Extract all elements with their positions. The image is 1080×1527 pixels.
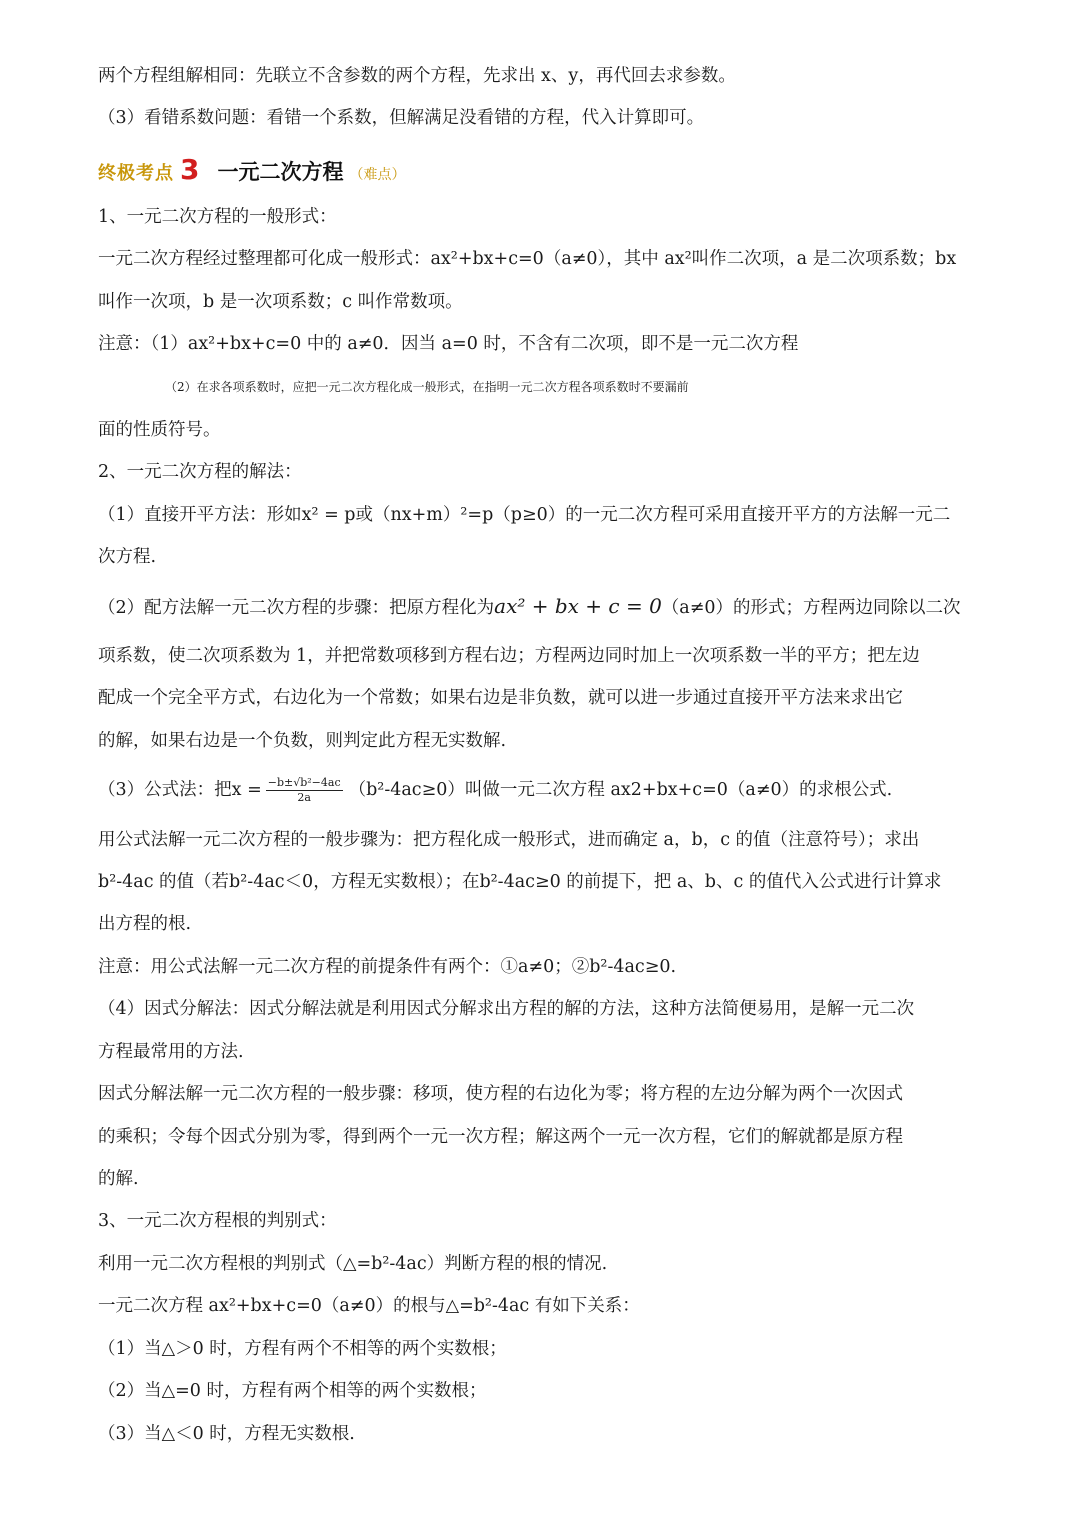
text-line: 3、一元二次方程根的判别式： (98, 1211, 337, 1231)
text-line: 2、一元二次方程的解法： (98, 462, 302, 482)
text-line: 因式分解法解一元二次方程的一般步骤：移项，使方程的右边化为零；将方程的左边分解为两个一次因式 (98, 1084, 903, 1104)
fraction-denominator: 2a (297, 791, 311, 804)
text-line: 两个方程组解相同：先联立不含参数的两个方程，先求出 x、y，再代回去求参数。 (98, 66, 736, 86)
heading-prefix: 终极考点 (98, 163, 174, 184)
text-line: （1）当△＞0 时，方程有两个不相等的两个实数根； (98, 1339, 507, 1359)
text-line: （3）看错系数问题：看错一个系数，但解满足没看错的方程，代入计算即可。 (98, 108, 705, 128)
text-line: 出方程的根. (98, 914, 192, 934)
math-equation: ax² + bx + c = 0 (494, 594, 662, 618)
heading-tag: （难点） (349, 167, 406, 183)
quadratic-formula-fraction (266, 776, 343, 805)
text-segment: （b²-4ac≥0）叫做一元二次方程 ax2+bx+c=0（a≠0）的求根公式. (348, 780, 893, 800)
text-line: 用公式法解一元二次方程的一般步骤为：把方程化成一般形式，进而确定 a，b，c 的值（注意符号）；求出 (98, 830, 920, 850)
text-line: 一元二次方程 ax²+bx+c=0（a≠0）的根与△=b²-4ac 有如下关系： (98, 1296, 640, 1316)
text-line: （4）因式分解法：因式分解法就是利用因式分解求出方程的解的方法，这种方法简便易用，是解一元二次 (98, 999, 915, 1019)
text-line: （1）直接开平方法：形如x² = p或（nx+m）²=p（p≥0）的一元二次方程可采用直接开平方的方法解一元二 (98, 505, 951, 525)
section-heading (98, 153, 405, 189)
text-segment: （2）配方法解一元二次方程的步骤：把原方程化为 (98, 598, 495, 618)
text-line: 次方程. (98, 547, 157, 567)
text-line: 的解，如果右边是一个负数，则判定此方程无实数解. (98, 731, 507, 751)
text-segment: （3）公式法：把x = (98, 780, 262, 800)
text-line: 一元二次方程经过整理都可化成一般形式：ax²+bx+c=0（a≠0），其中 ax²叫作二次项，a 是二次项系数；bx (98, 249, 957, 269)
fraction-numerator: −b±√b²−4ac (267, 776, 341, 789)
text-line: 注意：（1）ax²+bx+c=0 中的 a≠0．因当 a=0 时，不含有二次项，即不是一元二次方程 (98, 334, 799, 354)
text-line: 注意：用公式法解一元二次方程的前提条件有两个：①a≠0；②b²-4ac≥0. (98, 957, 677, 977)
text-line: 的乘积；令每个因式分别为零，得到两个一元一次方程；解这两个一元一次方程，它们的解就都是原方程 (98, 1127, 903, 1147)
text-segment: （a≠0）的形式；方程两边同除以二次 (661, 598, 961, 618)
text-line: 方程最常用的方法. (98, 1042, 244, 1062)
text-line: 项系数，使二次项系数为 1，并把常数项移到方程右边；方程两边同时加上一次项系数一半的平方；把左边 (98, 646, 920, 666)
text-line: 叫作一次项，b 是一次项系数；c 叫作常数项。 (98, 292, 463, 312)
text-line: 配成一个完全平方式，右边化为一个常数；如果右边是非负数，就可以进一步通过直接开平方法来求出它 (98, 688, 903, 708)
heading-title: 一元二次方程 (217, 160, 344, 184)
text-line (98, 776, 983, 805)
text-line: 面的性质符号。 (98, 420, 221, 440)
text-line: （2）当△=0 时，方程有两个相等的两个实数根； (98, 1381, 487, 1401)
text-line: （2）在求各项系数时，应把一元二次方程化成一般形式，在指明一元二次方程各项系数时不要漏前 (165, 380, 689, 394)
text-line: 利用一元二次方程根的判别式（△=b²-4ac）判断方程的根的情况. (98, 1254, 608, 1274)
text-line: 1、一元二次方程的一般形式： (98, 207, 337, 227)
text-line: （3）当△＜0 时，方程无实数根. (98, 1424, 355, 1444)
text-line: b²-4ac 的值（若b²-4ac＜0，方程无实数根）；在b²-4ac≥0 的前提下，把 a、b、c 的值代入公式进行计算求 (98, 872, 942, 892)
text-line (98, 594, 983, 620)
text-line: 的解. (98, 1169, 139, 1189)
heading-number: 3 (180, 153, 200, 186)
